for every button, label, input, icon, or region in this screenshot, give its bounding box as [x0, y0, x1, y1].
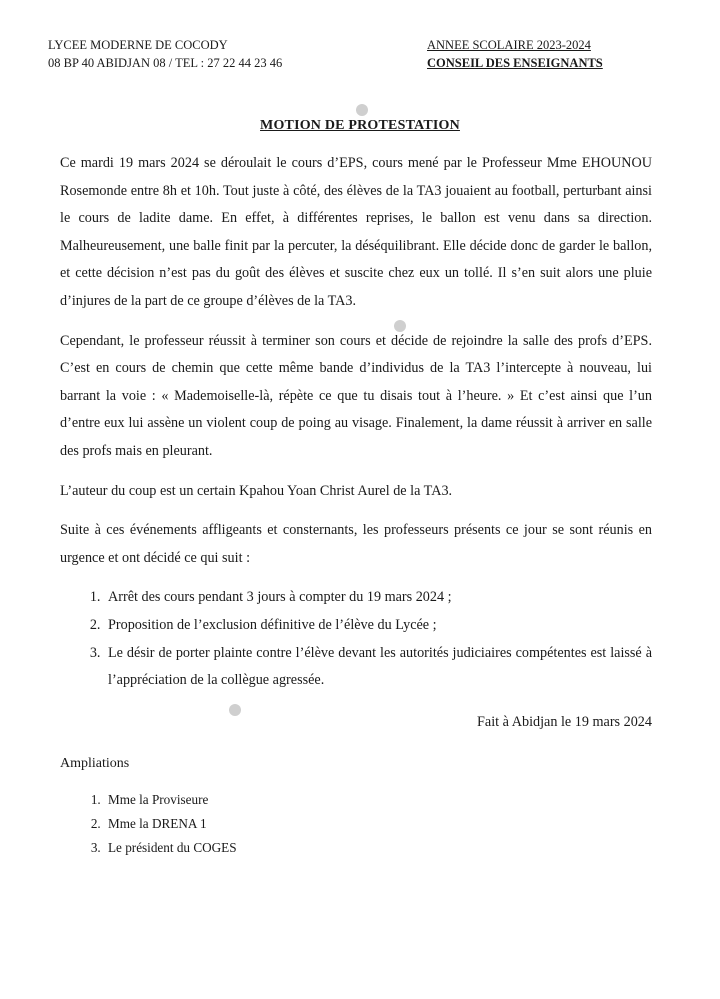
scan-dot-mark — [356, 104, 368, 116]
paragraph: Ce mardi 19 mars 2024 se déroulait le cours d’EPS, cours mené par le Professeur Mme EHOUNOU Rosemonde entre 8h et 10h. Tout juste à côté, des élèves de la TA3 jouaient au football, perturbant ainsi le cours de ladite dame. En effet, à différentes reprises, le ballon est venu dans sa direction. Malheureusement, une balle finit par la percuter, la déséquilibrant. Elle décide donc de garder le ballon, et cette décision n’est pas du goût des élèves et suscite chez eux un tollé. Il s’en suit alors une pluie d’injures de la part de ce groupe d’élèves de la TA3. — [60, 155, 652, 309]
document-title: MOTION DE PROTESTATION — [260, 118, 460, 133]
year-header — [427, 36, 603, 72]
decisions-list — [60, 584, 652, 694]
document-body — [60, 150, 652, 874]
paragraph: Suite à ces événements affligeants et consternants, les professeurs présents ce jour se sont réunis en urgence et ont décidé ce qui suit : — [60, 522, 652, 566]
list-item: 2. Mme la DRENA 1 — [104, 812, 652, 836]
council-name: CONSEIL DES ENSEIGNANTS — [427, 56, 603, 70]
school-header — [48, 36, 282, 72]
list-item: 2. Proposition de l’exclusion définitive de l’élève du Lycée ; — [104, 612, 652, 640]
signoff-line: Fait à Abidjan le 19 mars 2024 — [477, 713, 652, 730]
list-item: 3. Le désir de porter plainte contre l’élève devant les autorités judiciaires compétentes est laissé à l’appréciation de la collègue agressée. — [104, 640, 652, 695]
list-item: 3. Le président du COGES — [104, 836, 652, 860]
ampliations-title: Ampliations — [60, 756, 130, 772]
ampliations-list — [60, 788, 652, 860]
scan-dot-mark — [394, 320, 406, 332]
list-item: 1. Mme la Proviseure — [104, 788, 652, 812]
list-item: 1. Arrêt des cours pendant 3 jours à compter du 19 mars 2024 ; — [104, 584, 652, 612]
school-year: ANNEE SCOLAIRE 2023-2024 — [427, 38, 591, 52]
paragraph: L’auteur du coup est un certain Kpahou Yoan Christ Aurel de la TA3. — [60, 482, 453, 499]
school-name: LYCEE MODERNE DE COCODY — [48, 38, 228, 52]
school-address: 08 BP 40 ABIDJAN 08 / TEL : 27 22 44 23 46 — [48, 56, 283, 70]
paragraph: Cependant, le professeur réussit à terminer son cours et décide de rejoindre la salle des profs d’EPS. C’est en cours de chemin que cette même bande d’individus de la TA3 l’intercepte à nouveau, lui barrant la voie : « Mademoiselle-là, répète ce que tu disais tout à l’heure. » Et c’est ainsi que l’un d’entre eux lui assène un violent coup de poing au visage. Finalement, la dame réussit à arriver en salle des profs mais en pleurant. — [60, 332, 652, 459]
scan-dot-mark — [229, 704, 241, 716]
